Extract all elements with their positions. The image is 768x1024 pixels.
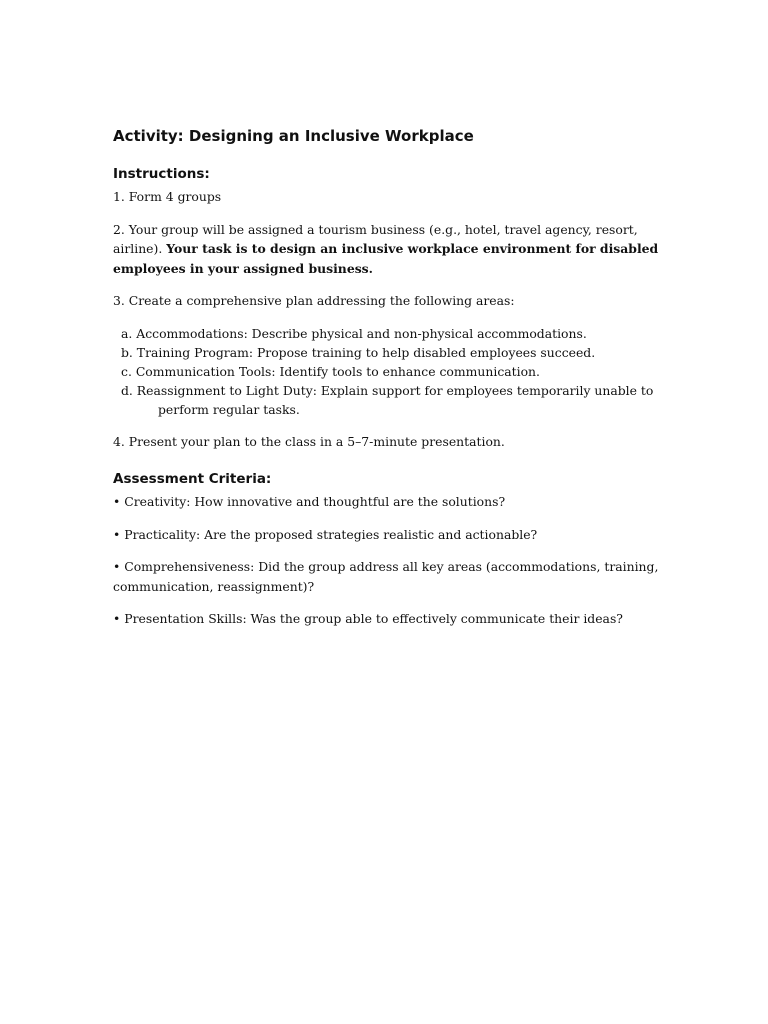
instruction-step-2-task: Your task is to design an inclusive workplace environment for disabled employees in your assigned business. bbox=[113, 241, 659, 276]
instruction-step-3: 3. Create a comprehensive plan addressing the following areas: bbox=[113, 293, 515, 308]
instructions-heading: Instructions: bbox=[113, 166, 210, 182]
criterion-creativity: • Creativity: How innovative and thoughtful are the solutions? bbox=[113, 494, 506, 509]
criterion-presentation-skills: • Presentation Skills: Was the group able to effectively communicate their ideas? bbox=[113, 611, 623, 626]
area-item-reassignment-line1: d. Reassignment to Light Duty: Explain support for employees temporarily unable to bbox=[121, 382, 654, 398]
area-item-reassignment bbox=[113, 381, 673, 419]
areas-list bbox=[113, 324, 673, 419]
instruction-step-2-text: 2. Your group will be assigned a tourism business (e.g., hotel, travel agency, resort, airline). bbox=[113, 221, 638, 256]
document-content bbox=[113, 124, 673, 642]
area-item-accommodations: a. Accommodations: Describe physical and non-physical accommodations. bbox=[121, 325, 587, 341]
area-item-reassignment-line2: perform regular tasks. bbox=[158, 401, 300, 417]
instruction-step-1: 1. Form 4 groups bbox=[113, 189, 222, 204]
document-title: Activity: Designing an Inclusive Workplace bbox=[113, 127, 474, 145]
assessment-heading: Assessment Criteria: bbox=[113, 471, 272, 487]
criterion-practicality: • Practicality: Are the proposed strategies realistic and actionable? bbox=[113, 526, 538, 542]
instruction-step-2 bbox=[113, 220, 673, 279]
area-item-training: b. Training Program: Propose training to help disabled employees succeed. bbox=[121, 344, 596, 360]
instruction-step-4: 4. Present your plan to the class in a 5–7-minute presentation. bbox=[113, 433, 505, 449]
area-item-communication: c. Communication Tools: Identify tools to enhance communication. bbox=[121, 363, 540, 379]
criterion-comprehensiveness: • Comprehensiveness: Did the group address all key areas (accommodations, training, communication, reassignment)? bbox=[113, 559, 659, 594]
